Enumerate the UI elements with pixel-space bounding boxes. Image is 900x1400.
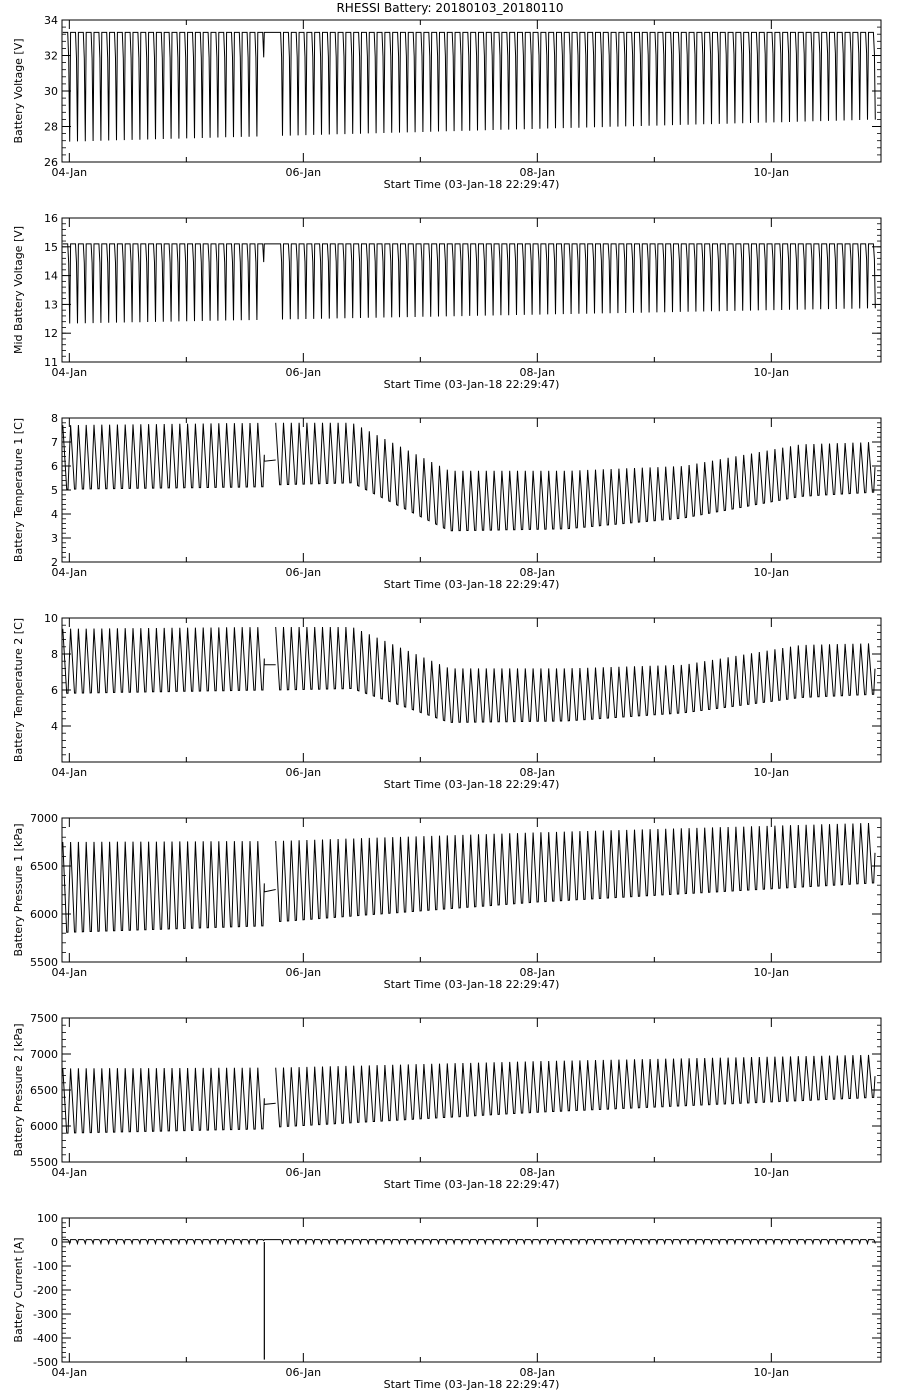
x-tick-label: 04-Jan <box>51 1366 88 1379</box>
x-tick-label: 06-Jan <box>285 766 322 779</box>
y-tick-label: 11 <box>44 356 58 369</box>
x-tick-label: 04-Jan <box>51 766 88 779</box>
x-axis-label: Start Time (03-Jan-18 22:29:47) <box>383 978 560 991</box>
y-tick-label: 12 <box>44 327 58 341</box>
x-tick-label: 10-Jan <box>753 1166 790 1179</box>
y-tick-label: 6000 <box>30 908 58 921</box>
x-axis-label: Start Time (03-Jan-18 22:29:47) <box>383 178 560 191</box>
y-tick-label: 30 <box>44 85 58 98</box>
x-axis-label: Start Time (03-Jan-18 22:29:47) <box>383 1178 560 1191</box>
y-axis-label: Battery Current [A] <box>12 1237 25 1343</box>
x-tick-label: 04-Jan <box>51 566 88 579</box>
chart-panel-4 <box>12 612 881 791</box>
y-tick-label: 6 <box>51 460 58 473</box>
y-tick-label: 6 <box>51 684 58 697</box>
chart-panel-6 <box>12 1012 881 1191</box>
y-axis-label: Battery Temperature 2 [C] <box>12 617 25 763</box>
x-tick-label: 06-Jan <box>285 1366 322 1379</box>
y-tick-label: -300 <box>33 1308 58 1321</box>
x-tick-label: 06-Jan <box>285 166 322 179</box>
y-axis-label: Battery Pressure 1 [kPa] <box>12 823 25 957</box>
x-tick-label: 08-Jan <box>519 566 556 579</box>
y-tick-label: 10 <box>44 612 58 625</box>
y-tick-label: 16 <box>44 212 58 225</box>
series-line <box>63 823 875 932</box>
chart-panel-2 <box>12 212 881 391</box>
y-tick-label: -500 <box>33 1356 58 1369</box>
series-line <box>63 627 875 722</box>
y-tick-label: 8 <box>51 412 58 425</box>
y-tick-label: -200 <box>33 1284 58 1297</box>
x-tick-label: 10-Jan <box>753 166 790 179</box>
x-tick-label: 04-Jan <box>51 966 88 979</box>
chart-panel-7 <box>12 1212 881 1391</box>
y-axis-label: Mid Battery Voltage [V] <box>12 225 25 355</box>
y-tick-label: 5 <box>51 484 58 497</box>
y-tick-label: 2 <box>51 556 58 569</box>
plot-frame <box>62 818 881 962</box>
x-axis-label: Start Time (03-Jan-18 22:29:47) <box>383 378 560 391</box>
y-tick-label: 6000 <box>30 1120 58 1133</box>
series-line <box>63 244 876 324</box>
x-tick-label: 06-Jan <box>285 566 322 579</box>
y-tick-label: 7000 <box>30 1048 58 1061</box>
x-tick-label: 04-Jan <box>51 1166 88 1179</box>
series-line <box>63 1055 875 1133</box>
y-tick-label: 100 <box>37 1212 58 1225</box>
x-tick-label: 10-Jan <box>753 966 790 979</box>
y-tick-label: 6500 <box>30 860 58 873</box>
y-tick-label: 7500 <box>30 1012 58 1025</box>
chart-panel-3 <box>12 412 881 591</box>
x-tick-label: 08-Jan <box>519 766 556 779</box>
x-tick-label: 04-Jan <box>51 166 88 179</box>
y-tick-label: 26 <box>44 156 58 169</box>
x-tick-label: 06-Jan <box>285 966 322 979</box>
x-tick-label: 08-Jan <box>519 966 556 979</box>
chart-panel-1 <box>12 14 881 191</box>
x-tick-label: 10-Jan <box>753 766 790 779</box>
x-tick-label: 06-Jan <box>285 1166 322 1179</box>
x-tick-label: 10-Jan <box>753 366 790 379</box>
x-tick-label: 10-Jan <box>753 1366 790 1379</box>
x-tick-label: 08-Jan <box>519 366 556 379</box>
y-tick-label: 7000 <box>30 812 58 825</box>
y-tick-label: 7 <box>51 436 58 449</box>
y-tick-label: 4 <box>51 720 58 733</box>
series-line <box>63 1240 876 1244</box>
y-tick-label: 5500 <box>30 1156 58 1169</box>
y-tick-label: 4 <box>51 508 58 521</box>
y-tick-label: 5500 <box>30 956 58 969</box>
y-tick-label: 15 <box>44 240 58 254</box>
plot-frame <box>62 1018 881 1162</box>
y-axis-label: Battery Voltage [V] <box>12 38 25 144</box>
x-axis-label: Start Time (03-Jan-18 22:29:47) <box>383 778 560 791</box>
y-tick-label: 8 <box>51 648 58 661</box>
y-tick-label: 0 <box>51 1236 58 1249</box>
series-line <box>63 423 875 531</box>
x-tick-label: 08-Jan <box>519 1166 556 1179</box>
y-tick-label: 13 <box>44 298 58 312</box>
x-tick-label: 04-Jan <box>51 366 88 379</box>
x-axis-label: Start Time (03-Jan-18 22:29:47) <box>383 578 560 591</box>
y-axis-label: Battery Pressure 2 [kPa] <box>12 1023 25 1157</box>
y-tick-label: 32 <box>44 49 58 63</box>
y-tick-label: -100 <box>33 1260 58 1273</box>
x-tick-label: 08-Jan <box>519 1366 556 1379</box>
x-axis-label: Start Time (03-Jan-18 22:29:47) <box>383 1378 560 1391</box>
y-tick-label: 3 <box>51 532 58 545</box>
x-tick-label: 10-Jan <box>753 566 790 579</box>
y-tick-label: 34 <box>44 14 58 27</box>
y-axis-label: Battery Temperature 1 [C] <box>12 417 25 563</box>
chart-panel-5 <box>12 812 881 991</box>
y-tick-label: 14 <box>44 269 58 283</box>
y-tick-label: -400 <box>33 1332 58 1345</box>
x-tick-label: 08-Jan <box>519 166 556 179</box>
page-title: RHESSI Battery: 20180103_20180110 <box>336 1 564 15</box>
series-line <box>63 32 876 141</box>
y-tick-label: 6500 <box>30 1084 58 1097</box>
x-tick-label: 06-Jan <box>285 366 322 379</box>
y-tick-label: 28 <box>44 120 58 134</box>
